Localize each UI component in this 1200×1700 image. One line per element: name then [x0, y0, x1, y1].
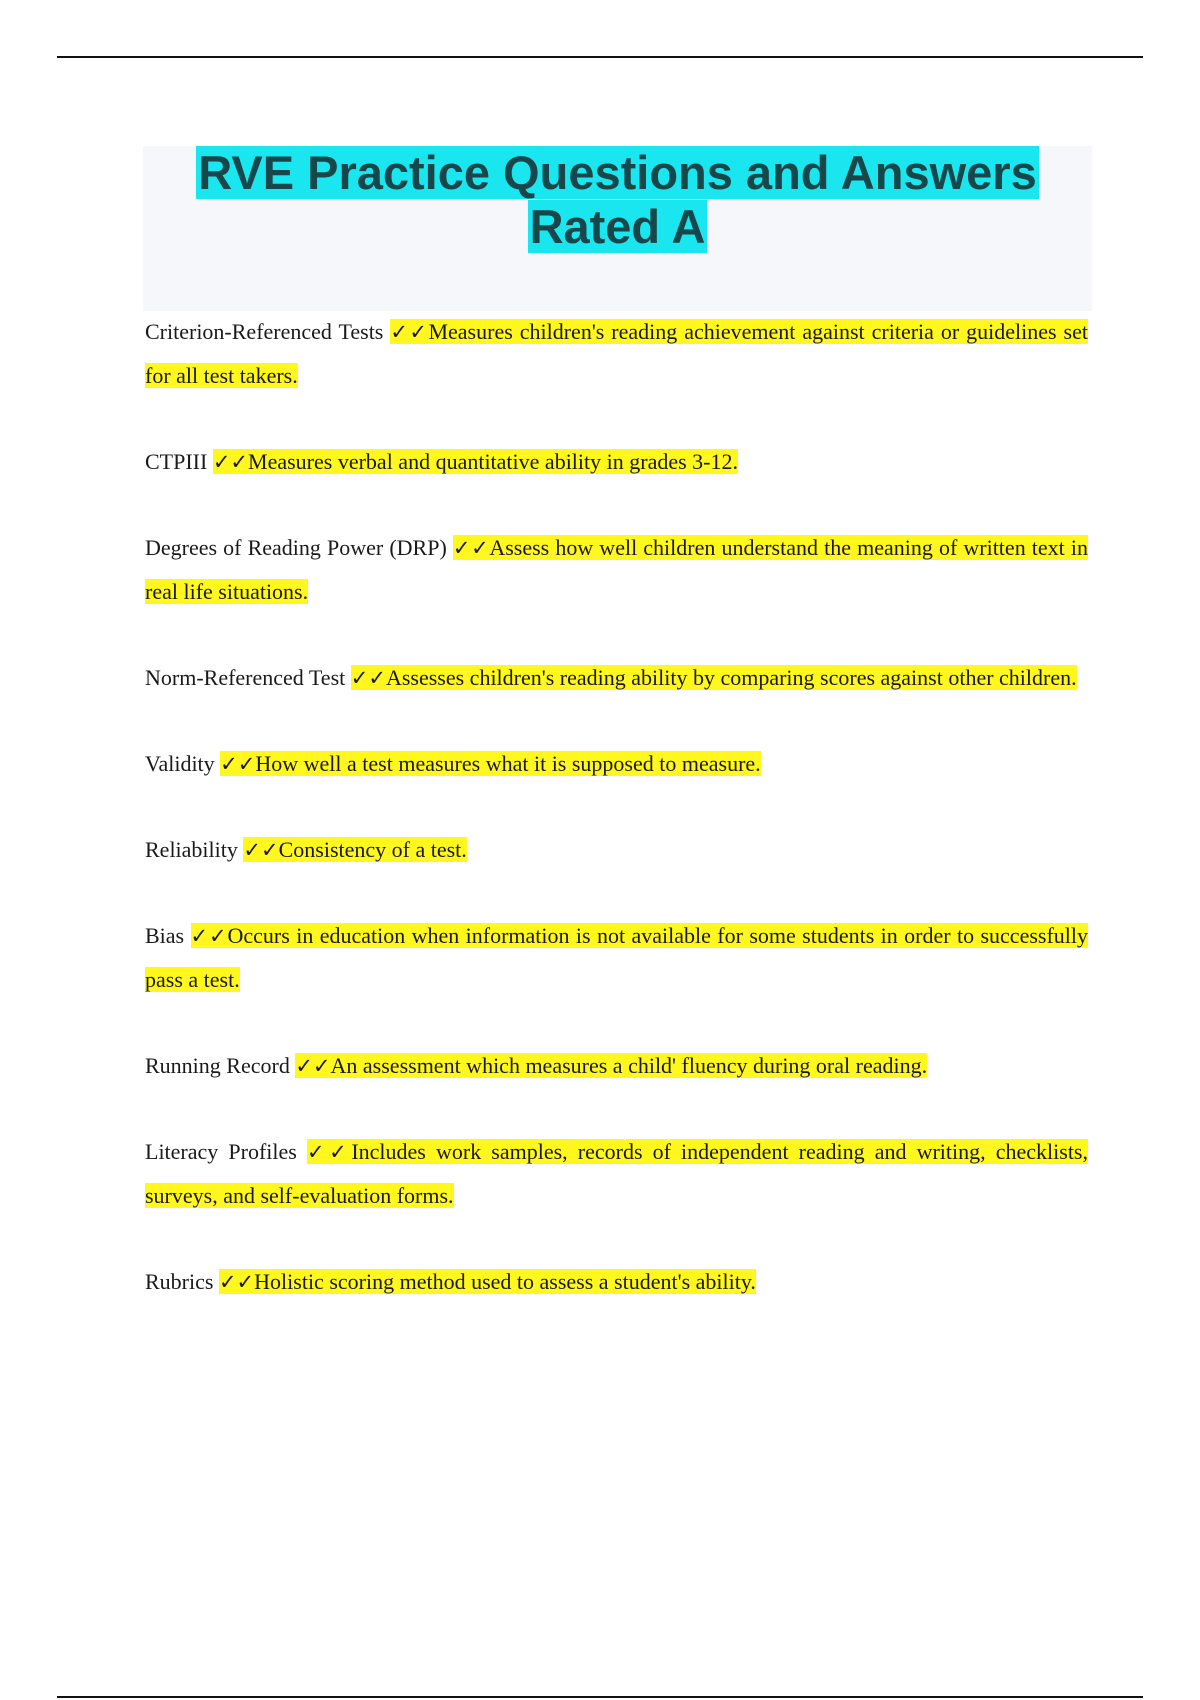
check-icon: ✓✓ [190, 924, 228, 948]
check-icon: ✓✓ [390, 320, 429, 344]
check-icon: ✓✓ [212, 450, 249, 474]
qa-entry [145, 1130, 1088, 1218]
entry-term: Rubrics [145, 1269, 214, 1294]
qa-entry [145, 526, 1088, 614]
check-icon: ✓✓ [350, 666, 386, 690]
check-icon: ✓✓ [452, 536, 490, 560]
footer-rule [57, 1696, 1143, 1698]
entry-term: Running Record [145, 1053, 290, 1078]
entry-term: Degrees of Reading Power (DRP) [145, 535, 447, 560]
entry-term: Literacy Profiles [145, 1139, 297, 1164]
entry-term: Norm-Referenced Test [145, 665, 346, 690]
check-icon: ✓✓ [220, 752, 256, 776]
entry-term: Validity [145, 751, 215, 776]
entry-definition: Assesses children's reading ability by comparing scores against other children. [385, 665, 1077, 690]
qa-entry [145, 742, 1088, 786]
entry-term: Bias [145, 923, 185, 948]
qa-entry [145, 1260, 1088, 1304]
title-block [143, 146, 1092, 311]
header-rule [57, 56, 1143, 58]
qa-entry [145, 440, 1088, 484]
check-icon: ✓✓ [218, 1270, 255, 1294]
qa-entry [145, 1044, 1088, 1088]
title-line-2: Rated A [529, 200, 706, 253]
page-title [196, 146, 1038, 254]
check-icon: ✓✓ [295, 1054, 331, 1078]
qa-entry [145, 310, 1088, 398]
entry-definition: Measures verbal and quantitative ability in grades 3-12. [248, 449, 738, 474]
qa-entry [145, 828, 1088, 872]
entry-term: Criterion-Referenced Tests [145, 319, 384, 344]
qa-list [145, 310, 1088, 1304]
entry-definition: Includes work samples, records of independent reading and writing, checklists, surveys, and self-evaluation forms. [145, 1139, 1088, 1208]
entry-definition: Holistic scoring method used to assess a student's ability. [254, 1269, 756, 1294]
qa-entry [145, 914, 1088, 1002]
qa-entry [145, 656, 1088, 700]
entry-definition: How well a test measures what it is supposed to measure. [255, 751, 761, 776]
check-icon: ✓✓ [243, 838, 279, 862]
entry-term: Reliability [145, 837, 238, 862]
entry-term: CTPIII [145, 449, 208, 474]
entry-definition: Measures children's reading achievement against criteria or guidelines set for all test takers. [145, 319, 1088, 388]
entry-definition: Assess how well children understand the meaning of written text in real life situations. [145, 535, 1088, 604]
check-icon: ✓✓ [306, 1140, 352, 1164]
title-line-1: RVE Practice Questions and Answers [198, 146, 1037, 199]
entry-definition: Consistency of a test. [278, 837, 467, 862]
entry-definition: Occurs in education when information is not available for some students in order to successfully pass a test. [145, 923, 1089, 992]
entry-definition: An assessment which measures a child' fluency during oral reading. [330, 1053, 928, 1078]
